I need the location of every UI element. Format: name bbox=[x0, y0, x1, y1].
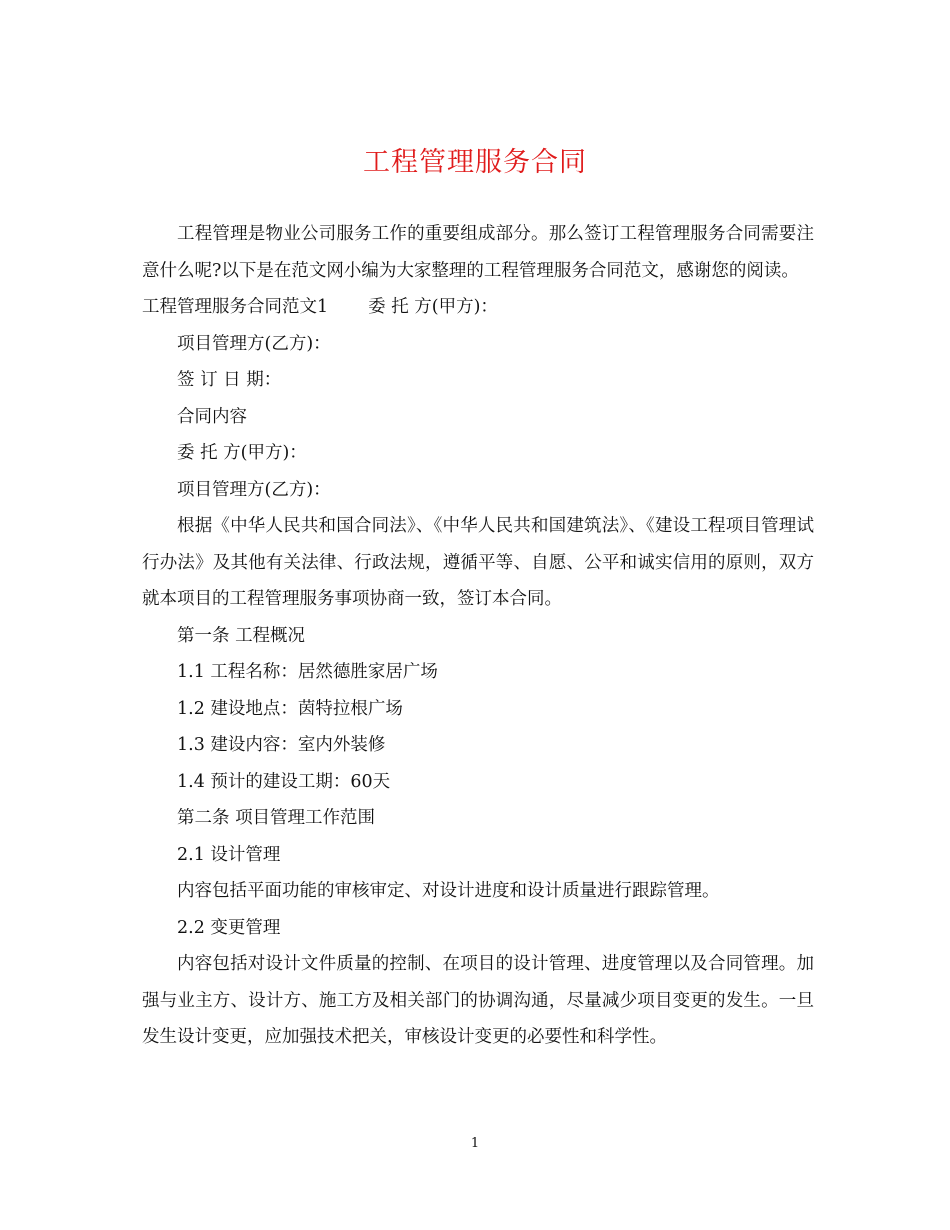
sample-heading: 工程管理服务合同范文1 bbox=[142, 297, 329, 317]
item-1-1: 1.1 工程名称：居然德胜家居广场 bbox=[177, 662, 438, 682]
party-b-line: 项目管理方(乙方)： bbox=[177, 333, 331, 354]
item-2-1: 2.1 设计管理 bbox=[177, 844, 281, 865]
intro-paragraph: 工程管理是物业公司服务工作的重要组成部分。那么签订工程管理服务合同需要注意什么呢?以下是在范文网小编为大家整理的工程管理服务合同范文，感谢您的阅读。 bbox=[142, 224, 814, 281]
contract-content-heading: 合同内容 bbox=[177, 406, 247, 427]
article-1-heading: 第一条 工程概况 bbox=[177, 625, 306, 646]
item-1-3: 1.3 建设内容：室内外装修 bbox=[177, 735, 386, 755]
party-a-inline: 委 托 方(甲方)： bbox=[368, 297, 498, 317]
party-b-line-2: 项目管理方(乙方)： bbox=[177, 479, 331, 500]
page-number: 1 bbox=[470, 1136, 480, 1151]
party-a-line: 委 托 方(甲方)： bbox=[177, 443, 307, 463]
document-body bbox=[142, 216, 814, 1056]
document-title: 工程管理服务合同 bbox=[363, 147, 587, 178]
basis-paragraph: 根据《中华人民共和国合同法》、《中华人民共和国建筑法》、《建设工程项目管理试行办法》及其他有关法律、行政法规，遵循平等、自愿、公平和诚实信用的原则，双方就本项目的工程管理服务事项协商一致，签订本合同。 bbox=[142, 516, 814, 609]
item-1-2: 1.2 建设地点：茵特拉根广场 bbox=[177, 698, 403, 719]
item-2-1-description: 内容包括平面功能的审核审定、对设计进度和设计质量进行跟踪管理。 bbox=[177, 881, 720, 901]
article-2-heading: 第二条 项目管理工作范围 bbox=[177, 808, 376, 828]
item-2-2-description: 内容包括对设计文件质量的控制、在项目的设计管理、进度管理以及合同管理。加强与业主方、设计方、施工方及相关部门的协调沟通，尽量减少项目变更的发生。一旦发生设计变更，应加强技术把关，审核设计变更的必要性和科学性。 bbox=[142, 954, 814, 1047]
item-2-2: 2.2 变更管理 bbox=[177, 917, 281, 938]
sign-date-line: 签 订 日 期： bbox=[177, 370, 282, 390]
item-1-4: 1.4 预计的建设工期：60天 bbox=[177, 771, 391, 792]
sample-heading-line bbox=[142, 289, 814, 326]
